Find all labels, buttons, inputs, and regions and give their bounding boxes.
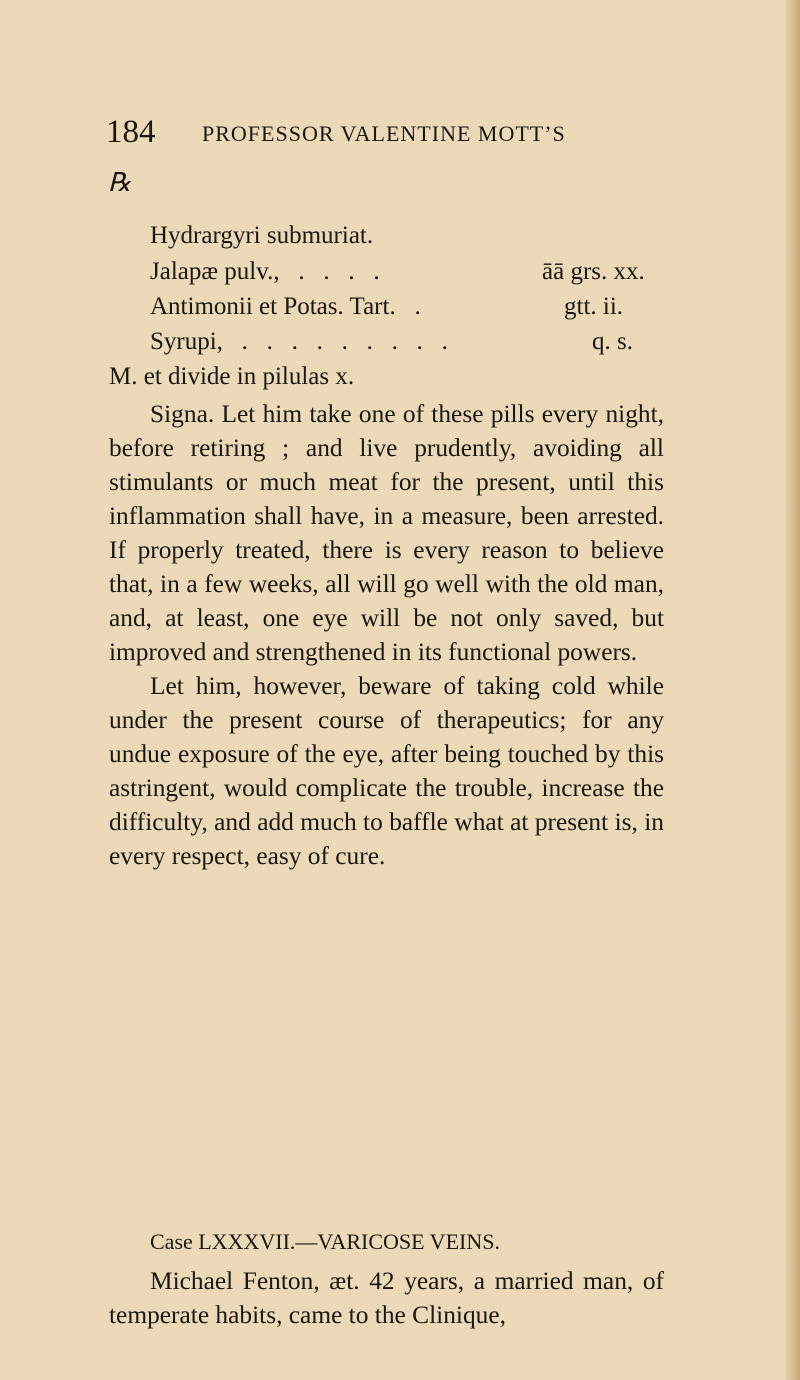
prescription-line	[150, 254, 650, 290]
ingredient-name: Hydrargyri submuriat.	[150, 222, 374, 249]
case-text-block	[109, 1264, 664, 1332]
ingredient-dose: q. s.	[592, 328, 633, 355]
paragraph: Let him, however, beware of taking cold while under the present course of therapeutics; for any undue exposure of the eye, after being touched by this astringent, would complicate the trouble, increase the difficulty, and add much to baffle what at present is, in every respect, easy of cure.	[109, 672, 664, 870]
ingredient-name: M. et divide in pilulas x.	[109, 363, 355, 390]
paragraph: Signa. Let him take one of these pills every night, before retiring ; and live prudently, avoiding all stimulants or much meat for the present, until this inflammation shall have, in a measure, been arrested. If properly treated, there is every reason to believe that, in a few weeks, all will go well with the old man, and, at least, one eye will be not only saved, but improved and strengthened in its functional powers.	[109, 400, 664, 666]
running-head: PROFESSOR VALENTINE MOTT’S	[202, 121, 566, 146]
paragraph: Michael Fenton, æt. 42 years, a married man, of temperate habits, came to the Clinique,	[109, 1267, 664, 1329]
prescription-line	[150, 289, 650, 325]
body-text	[109, 397, 664, 873]
case-heading: Case LXXXVII.—VARICOSE VEINS.	[150, 1229, 500, 1254]
recipe-symbol: ℞	[108, 168, 132, 197]
ingredient-dose: āā grs. xx.	[542, 258, 645, 285]
page-edge	[786, 0, 800, 1380]
prescription-line	[150, 218, 650, 254]
page-header	[106, 114, 646, 154]
ingredient-name: Jalapæ pulv., . . . .	[150, 258, 380, 285]
ingredient-name: Antimonii et Potas. Tart. .	[150, 293, 421, 320]
page-number: 184	[106, 114, 156, 150]
prescription-line	[109, 359, 609, 395]
ingredient-name: Syrupi, . . . . . . . . .	[150, 328, 448, 355]
ingredient-dose: gtt. ii.	[564, 293, 624, 320]
prescription-line	[150, 324, 650, 360]
